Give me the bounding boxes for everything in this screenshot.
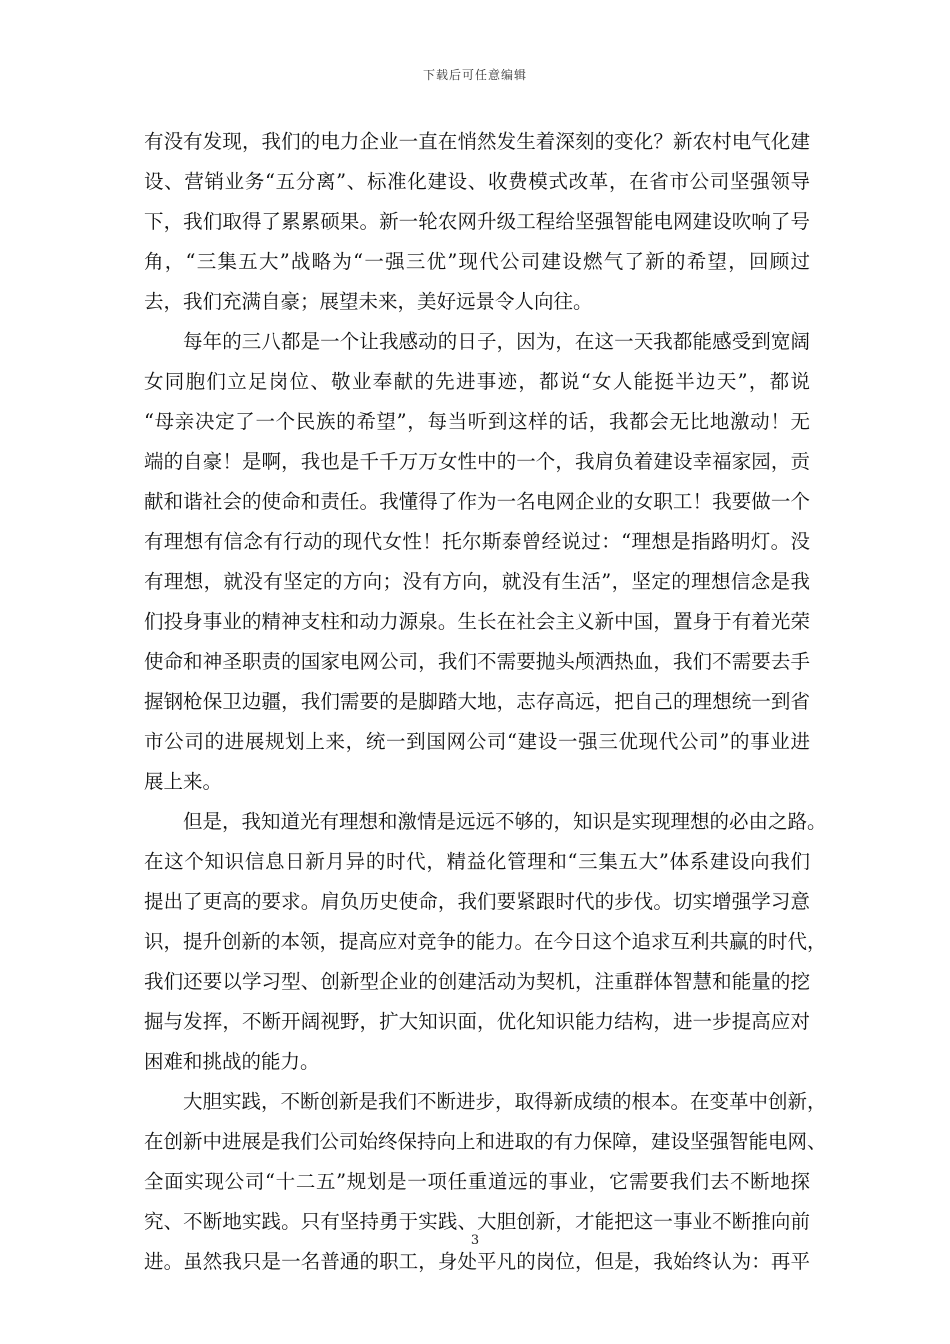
text-line: 大胆实践，不断创新是我们不断进步，取得新成绩的根本。在变革中创新，: [183, 1090, 827, 1113]
paragraph: [144, 322, 810, 802]
page-number: 3: [470, 1233, 480, 1248]
paragraph: [144, 1082, 827, 1282]
page-header: 下载后可任意编辑: [422, 68, 527, 82]
text-line: 展上来。: [144, 770, 223, 793]
text-line: 但是，我知道光有理想和激情是远远不够的，知识是实现理想的必由之路。: [183, 810, 827, 833]
text-line: 在创新中进展是我们公司始终保持向上和进取的有力保障，建设坚强智能电网、: [144, 1130, 827, 1153]
text-line: 在这个知识信息日新月异的时代，精益化管理和“三集五大”体系建设向我们: [144, 850, 810, 873]
text-line: “母亲决定了一个民族的希望”，每当听到这样的话，我都会无比地激动！无: [144, 410, 810, 433]
text-line: 端的自豪！是啊，我也是千千万万女性中的一个，我肩负着建设幸福家园，贡: [144, 450, 810, 473]
text-line: 掘与发挥，不断开阔视野，扩大知识面，优化知识能力结构，进一步提高应对: [144, 1010, 810, 1033]
text-line: 提出了更高的要求。肩负历史使命，我们要紧跟时代的步伐。切实增强学习意: [144, 890, 810, 913]
text-line: 识，提升创新的本领，提高应对竞争的能力。在今日这个追求互利共赢的时代，: [144, 930, 827, 953]
text-line: 们投身事业的精神支柱和动力源泉。生长在社会主义新中国，置身于有着光荣: [144, 610, 810, 633]
text-line: 每年的三八都是一个让我感动的日子，因为，在这一天我都能感受到宽阔: [183, 330, 810, 353]
text-line: 女同胞们立足岗位、敬业奉献的先进事迹，都说“女人能挺半边天”，都说: [144, 370, 810, 393]
paragraph: [144, 122, 810, 322]
text-line: 去，我们充满自豪；展望未来，美好远景令人向往。: [144, 290, 593, 313]
text-line: 究、不断地实践。只有坚持勇于实践、大胆创新，才能把这一事业不断推向前: [144, 1210, 810, 1233]
text-line: 下，我们取得了累累硕果。新一轮农网升级工程给坚强智能电网建设吹响了号: [144, 210, 810, 233]
text-line: 设、营销业务“五分离”、标准化建设、收费模式改革，在省市公司坚强领导: [144, 170, 810, 193]
text-line: 市公司的进展规划上来，统一到国网公司“建设一强三优现代公司”的事业进: [144, 730, 810, 753]
text-line: 我们还要以学习型、创新型企业的创建活动为契机，注重群体智慧和能量的挖: [144, 970, 810, 993]
text-line: 有没有发现，我们的电力企业一直在悄然发生着深刻的变化？新农村电气化建: [144, 130, 810, 153]
paragraph: [144, 802, 827, 1082]
text-line: 使命和神圣职责的国家电网公司，我们不需要抛头颅洒热血，我们不需要去手: [144, 650, 810, 673]
document-body: [144, 122, 827, 1282]
text-line: 献和谐社会的使命和责任。我懂得了作为一名电网企业的女职工！我要做一个: [144, 490, 810, 513]
text-line: 角，“三集五大”战略为“一强三优”现代公司建设燃气了新的希望，回顾过: [144, 250, 810, 273]
text-line: 困难和挑战的能力。: [144, 1050, 320, 1073]
text-line: 进。虽然我只是一名普通的职工，身处平凡的岗位，但是，我始终认为：再平: [144, 1250, 810, 1273]
text-line: 有理想有信念有行动的现代女性！托尔斯泰曾经说过：“理想是指路明灯。没: [144, 530, 810, 553]
text-line: 握钢枪保卫边疆，我们需要的是脚踏大地，志存高远，把自己的理想统一到省: [144, 690, 810, 713]
text-line: 全面实现公司“十二五”规划是一项任重道远的事业，它需要我们去不断地探: [144, 1170, 810, 1193]
text-line: 有理想，就没有坚定的方向；没有方向，就没有生活”，坚定的理想信念是我: [144, 570, 810, 593]
